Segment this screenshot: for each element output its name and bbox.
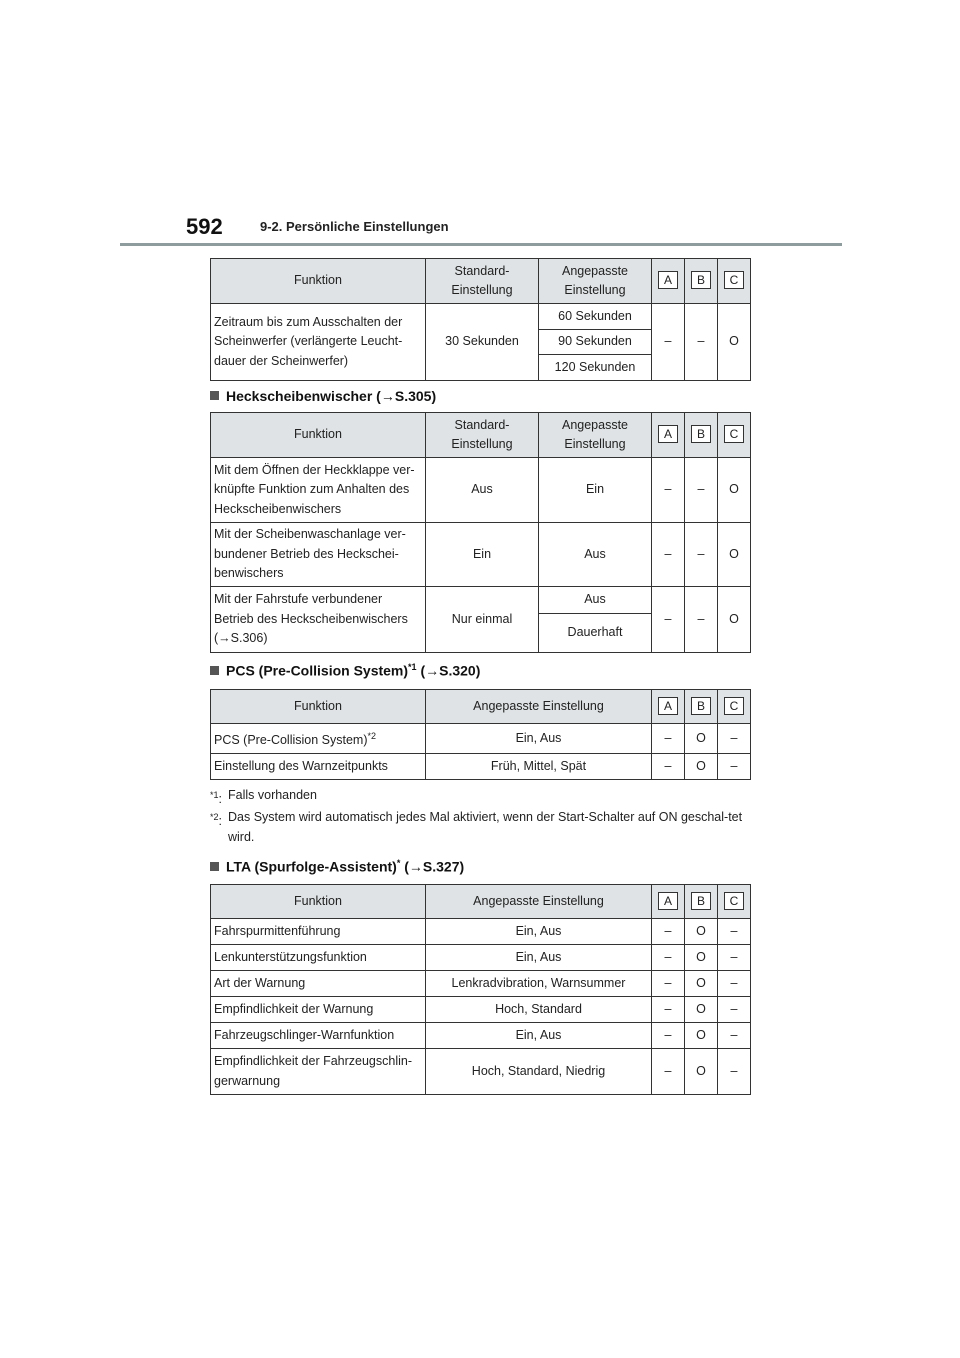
cell-a: –: [652, 945, 685, 971]
custom-cell: Hoch, Standard: [426, 997, 652, 1023]
cell-a: –: [652, 997, 685, 1023]
cell-a: –: [652, 971, 685, 997]
custom-cell: Lenkradvibration, Warnsummer: [426, 971, 652, 997]
header-custom: Angepasste Einstellung: [426, 885, 652, 919]
cell-b: O: [685, 997, 718, 1023]
table-row: [211, 458, 751, 523]
table-header-row: [211, 413, 751, 458]
badge-a: A: [658, 425, 678, 443]
custom-cell: Ein, Aus: [426, 724, 652, 754]
cell-b: –: [685, 458, 718, 523]
header-a: [652, 690, 685, 724]
table-header-row: [211, 885, 751, 919]
function-cell: Einstellung des Warnzeitpunkts: [211, 754, 426, 780]
header-custom: Angepasste Einstellung: [539, 259, 652, 304]
default-cell: Aus: [426, 458, 539, 523]
table-row: [211, 754, 751, 780]
table-header-row: [211, 690, 751, 724]
function-cell: Zeitraum bis zum Ausschalten der Scheinwerfer (verlängerte Leucht- dauer der Scheinwerfer): [211, 304, 426, 381]
cell-b: O: [685, 754, 718, 780]
header-a: [652, 885, 685, 919]
cell-c: O: [718, 458, 751, 523]
rear-wiper-table: [210, 412, 751, 653]
header-rule: [120, 243, 842, 246]
header-b: [685, 690, 718, 724]
badge-c: C: [724, 892, 744, 910]
option-cell: Aus: [539, 587, 652, 614]
function-cell: PCS (Pre-Collision System)$^{*2}$: [211, 724, 426, 754]
function-cell: Fahrspurmittenführung: [211, 919, 426, 945]
cell-a: –: [652, 724, 685, 754]
table-row: [211, 1023, 751, 1049]
cell-b: O: [685, 945, 718, 971]
badge-b: B: [691, 697, 711, 715]
cell-a: –: [652, 1049, 685, 1095]
badge-b: B: [691, 892, 711, 910]
option-cell: 120 Sekunden: [539, 355, 652, 381]
cell-a: –: [652, 587, 685, 653]
function-cell: Lenkunterstützungsfunktion: [211, 945, 426, 971]
function-cell: Empfindlichkeit der Fahrzeugschlin- gerwarnung: [211, 1049, 426, 1095]
lta-table: [210, 884, 751, 1095]
function-cell: Art der Warnung: [211, 971, 426, 997]
header-c: [718, 885, 751, 919]
cell-b: –: [685, 304, 718, 381]
custom-cell: Ein, Aus: [426, 1023, 652, 1049]
table-row: [211, 724, 751, 754]
custom-cell: Hoch, Standard, Niedrig: [426, 1049, 652, 1095]
table-row: [211, 997, 751, 1023]
table-row: [211, 587, 751, 614]
header-c: [718, 690, 751, 724]
function-cell: Mit der Scheibenwaschanlage ver- bundener Betrieb des Heckschei- benwischers: [211, 523, 426, 587]
table-row: [211, 1049, 751, 1095]
badge-c: C: [724, 697, 744, 715]
table-row: [211, 971, 751, 997]
cell-b: O: [685, 919, 718, 945]
cell-b: O: [685, 724, 718, 754]
table-row: [211, 523, 751, 587]
section-bullet-icon: [210, 391, 219, 400]
header-b: [685, 413, 718, 458]
cell-b: –: [685, 587, 718, 653]
cell-c: O: [718, 587, 751, 653]
header-a: [652, 259, 685, 304]
custom-cell: Früh, Mittel, Spät: [426, 754, 652, 780]
cell-a: –: [652, 919, 685, 945]
footnote-1: $^{*1}$: Falls vorhanden: [210, 788, 317, 807]
table-row: [211, 304, 751, 330]
cell-a: –: [652, 754, 685, 780]
table-row: [211, 945, 751, 971]
option-cell: 90 Sekunden: [539, 330, 652, 355]
badge-c: C: [724, 425, 744, 443]
cell-c: O: [718, 523, 751, 587]
cell-b: O: [685, 1049, 718, 1095]
section-heading-lta: LTA (Spurfolge-Assistent)* (→S.327): [210, 858, 464, 875]
cell-b: O: [685, 1023, 718, 1049]
cell-c: –: [718, 919, 751, 945]
cell-c: –: [718, 971, 751, 997]
header-default: Standard- Einstellung: [426, 413, 539, 458]
cell-c: –: [718, 1049, 751, 1095]
header-function: Funktion: [211, 690, 426, 724]
header-custom: Angepasste Einstellung: [539, 413, 652, 458]
option-cell: 60 Sekunden: [539, 304, 652, 330]
section-heading-pcs: PCS (Pre-Collision System)$^{*1}$ (→S.320): [210, 662, 480, 679]
section-bullet-icon: [210, 666, 219, 675]
badge-c: C: [724, 271, 744, 289]
section-heading-wiper: Heckscheibenwischer (→S.305): [210, 388, 436, 404]
cell-c: –: [718, 1023, 751, 1049]
header-custom: Angepasste Einstellung: [426, 690, 652, 724]
default-cell: Ein: [426, 523, 539, 587]
badge-a: A: [658, 892, 678, 910]
section-bullet-icon: [210, 862, 219, 871]
custom-cell: Aus: [539, 523, 652, 587]
cell-b: –: [685, 523, 718, 587]
function-cell: Mit dem Öffnen der Heckklappe ver- knüpfte Funktion zum Anhalten des Heckscheibenwischers: [211, 458, 426, 523]
cell-a: –: [652, 1023, 685, 1049]
badge-a: A: [658, 697, 678, 715]
function-cell: Mit der Fahrstufe verbundener Betrieb des Heckscheibenwischers (→S.306): [211, 587, 426, 653]
cell-c: –: [718, 724, 751, 754]
custom-cell: Ein: [539, 458, 652, 523]
badge-b: B: [691, 271, 711, 289]
footnote-2: $^{*2}$: Das System wird automatisch jedes Mal aktiviert, wenn der Start-Schalter auf ON geschal-tet wird.: [210, 810, 743, 844]
cell-b: O: [685, 971, 718, 997]
header-a: [652, 413, 685, 458]
page-number: 592: [186, 214, 223, 239]
function-cell: Fahrzeugschlinger-Warnfunktion: [211, 1023, 426, 1049]
header-function: Funktion: [211, 413, 426, 458]
cell-c: –: [718, 754, 751, 780]
headlight-delay-table: [210, 258, 751, 381]
header-c: [718, 413, 751, 458]
badge-b: B: [691, 425, 711, 443]
pcs-table: [210, 689, 751, 780]
custom-cell: Ein, Aus: [426, 919, 652, 945]
cell-a: –: [652, 458, 685, 523]
default-cell: Nur einmal: [426, 587, 539, 653]
cell-c: –: [718, 997, 751, 1023]
header-function: Funktion: [211, 259, 426, 304]
header-b: [685, 885, 718, 919]
default-cell: 30 Sekunden: [426, 304, 539, 381]
header-function: Funktion: [211, 885, 426, 919]
table-header-row: [211, 259, 751, 304]
cell-c: O: [718, 304, 751, 381]
badge-a: A: [658, 271, 678, 289]
table-row: [211, 919, 751, 945]
chapter-title: 9-2. Persönliche Einstellungen: [260, 219, 449, 234]
header-default: Standard- Einstellung: [426, 259, 539, 304]
custom-cell: Ein, Aus: [426, 945, 652, 971]
cell-a: –: [652, 523, 685, 587]
header-c: [718, 259, 751, 304]
option-cell: Dauerhaft: [539, 613, 652, 652]
header-b: [685, 259, 718, 304]
cell-c: –: [718, 945, 751, 971]
function-cell: Empfindlichkeit der Warnung: [211, 997, 426, 1023]
cell-a: –: [652, 304, 685, 381]
